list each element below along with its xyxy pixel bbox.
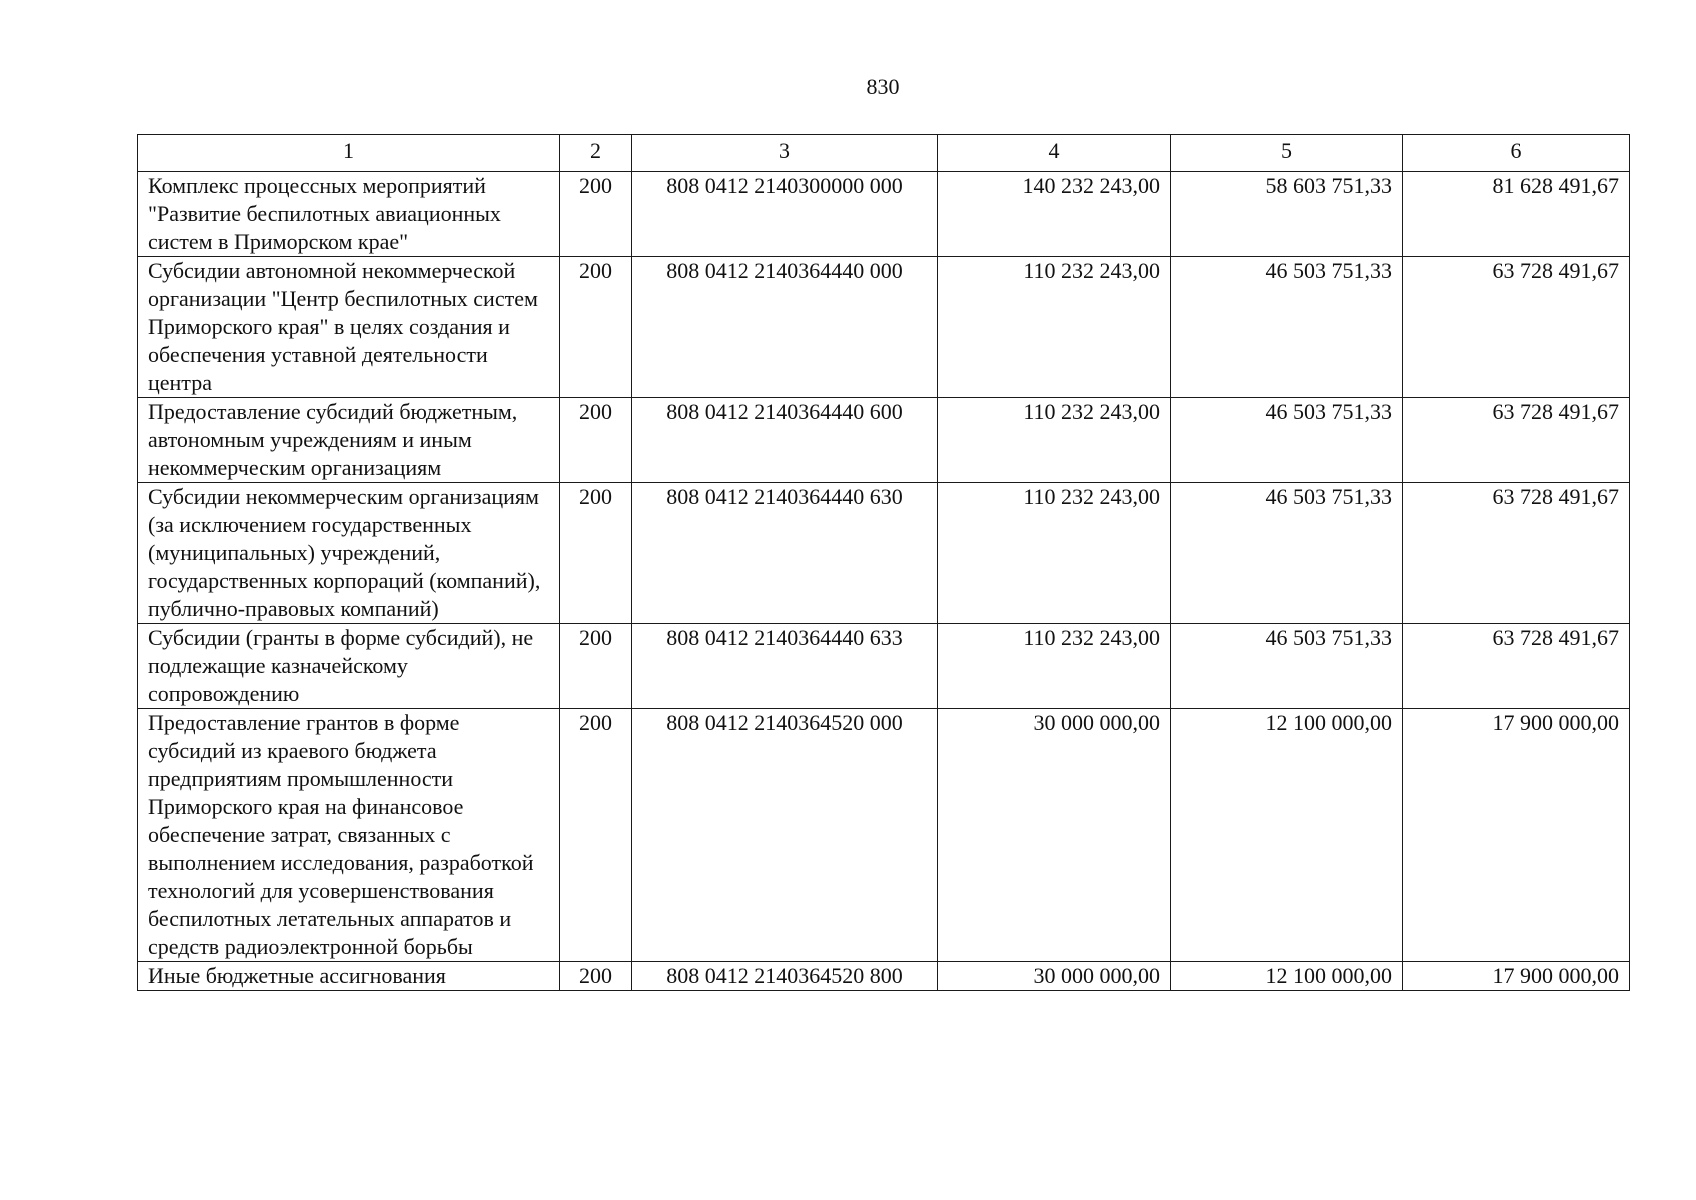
row-col4: 30 000 000,00 — [938, 962, 1171, 991]
row-name: Комплекс процессных мероприятий "Развитие беспилотных авиационных систем в Приморском крае" — [138, 172, 560, 257]
row-name: Субсидии некоммерческим организациям (за исключением государственных (муниципальных) учреждений, государственных корпораций (компаний), публично-правовых компаний) — [138, 483, 560, 624]
row-grbs: 200 — [560, 709, 632, 962]
table-row — [138, 624, 1630, 709]
row-col5: 46 503 751,33 — [1171, 624, 1403, 709]
table-header — [138, 135, 1630, 172]
row-name: Иные бюджетные ассигнования — [138, 962, 560, 991]
row-col4: 110 232 243,00 — [938, 257, 1171, 398]
row-col6: 17 900 000,00 — [1403, 962, 1630, 991]
header-col-2: 2 — [560, 135, 632, 172]
row-name: Предоставление субсидий бюджетным, автономным учреждениям и иным некоммерческим организациям — [138, 398, 560, 483]
row-col6: 63 728 491,67 — [1403, 257, 1630, 398]
row-grbs: 200 — [560, 624, 632, 709]
row-col6: 81 628 491,67 — [1403, 172, 1630, 257]
row-code: 808 0412 2140364520 000 — [632, 709, 938, 962]
table-body — [138, 172, 1630, 991]
row-grbs: 200 — [560, 962, 632, 991]
row-col4: 110 232 243,00 — [938, 483, 1171, 624]
row-col5: 46 503 751,33 — [1171, 483, 1403, 624]
row-col4: 110 232 243,00 — [938, 398, 1171, 483]
row-grbs: 200 — [560, 398, 632, 483]
header-col-4: 4 — [938, 135, 1171, 172]
header-row — [138, 135, 1630, 172]
row-code: 808 0412 2140364440 000 — [632, 257, 938, 398]
row-col6: 63 728 491,67 — [1403, 483, 1630, 624]
row-col4: 110 232 243,00 — [938, 624, 1171, 709]
row-col6: 63 728 491,67 — [1403, 624, 1630, 709]
header-col-1: 1 — [138, 135, 560, 172]
row-code: 808 0412 2140364440 633 — [632, 624, 938, 709]
row-grbs: 200 — [560, 257, 632, 398]
header-col-3: 3 — [632, 135, 938, 172]
row-name: Субсидии автономной некоммерческой организации "Центр беспилотных систем Приморского края" в целях создания и обеспечения уставной деятельности центра — [138, 257, 560, 398]
row-code: 808 0412 2140364440 630 — [632, 483, 938, 624]
row-col5: 12 100 000,00 — [1171, 709, 1403, 962]
row-code: 808 0412 2140364520 800 — [632, 962, 938, 991]
row-col6: 63 728 491,67 — [1403, 398, 1630, 483]
page-number: 830 — [866, 74, 900, 99]
table-row — [138, 257, 1630, 398]
table-row — [138, 962, 1630, 991]
table-row — [138, 172, 1630, 257]
row-name: Субсидии (гранты в форме субсидий), не подлежащие казначейскому сопровождению — [138, 624, 560, 709]
header-col-6: 6 — [1403, 135, 1630, 172]
header-col-5: 5 — [1171, 135, 1403, 172]
row-col4: 140 232 243,00 — [938, 172, 1171, 257]
row-col4: 30 000 000,00 — [938, 709, 1171, 962]
table-row — [138, 398, 1630, 483]
table-row — [138, 483, 1630, 624]
row-name: Предоставление грантов в форме субсидий из краевого бюджета предприятиям промышленности Приморского края на финансовое обеспечение затрат, связанных с выполнением исследования, разработкой технологий для усовершенствования беспилотных летательных аппаратов и средств радиоэлектронной борьбы — [138, 709, 560, 962]
row-col5: 46 503 751,33 — [1171, 398, 1403, 483]
row-grbs: 200 — [560, 172, 632, 257]
row-code: 808 0412 2140300000 000 — [632, 172, 938, 257]
row-col5: 12 100 000,00 — [1171, 962, 1403, 991]
row-grbs: 200 — [560, 483, 632, 624]
budget-table — [137, 134, 1630, 991]
row-col5: 58 603 751,33 — [1171, 172, 1403, 257]
row-col5: 46 503 751,33 — [1171, 257, 1403, 398]
row-col6: 17 900 000,00 — [1403, 709, 1630, 962]
row-code: 808 0412 2140364440 600 — [632, 398, 938, 483]
table-row — [138, 709, 1630, 962]
